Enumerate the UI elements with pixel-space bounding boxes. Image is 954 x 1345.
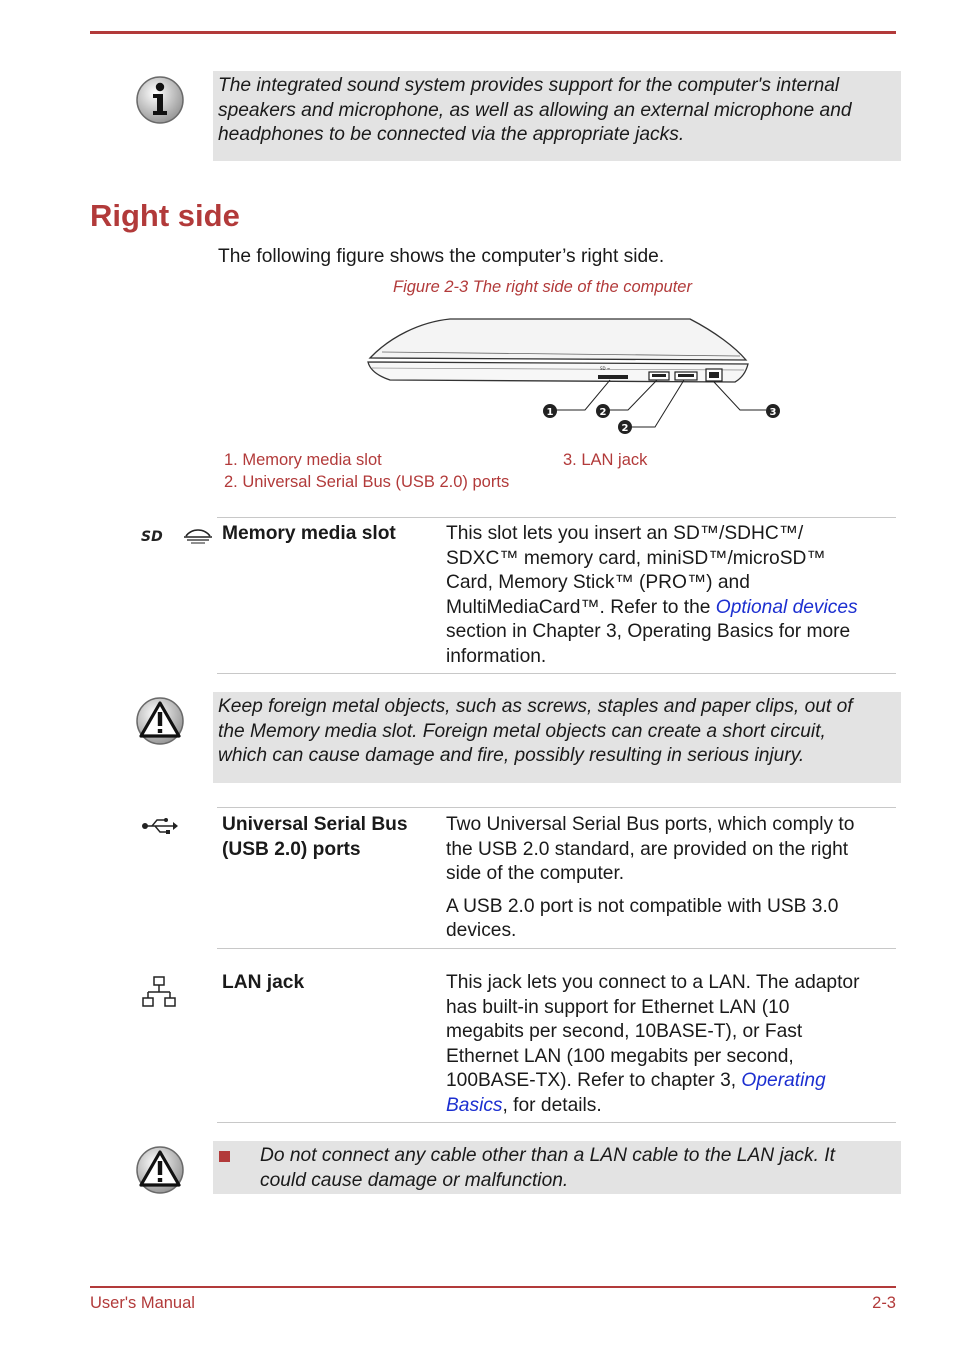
usb-icon [141,816,179,836]
warning-note-metal-objects [213,692,901,783]
desc-text: 100BASE-TX). Refer to chapter 3, [446,1070,742,1091]
svg-text:SD: SD [141,529,163,544]
table-divider [217,807,896,808]
warning-note-lan-cable [213,1141,901,1194]
figure-caption: Figure 2-3 The right side of the computer [393,278,692,296]
info-icon [135,75,185,125]
desc-lan-jack [446,971,859,1118]
laptop-right-side-figure [360,312,790,437]
desc-line: Card, Memory Stick™ (PRO™) and [446,572,750,593]
term-usb-ports [222,813,408,862]
lan-icon [142,976,176,1008]
section-intro: The following figure shows the computer’s right side. [218,246,665,267]
memory-stick-icon [182,528,214,544]
footer-manual-title: User's Manual [90,1294,195,1312]
info-note [213,71,901,161]
legend-item-memory-slot: 1. Memory media slot [224,451,382,469]
term-line: (USB 2.0) ports [222,838,361,860]
callout-number: 1 [546,407,554,418]
note-line: the Memory media slot. Foreign metal objects can create a short circuit, [218,720,826,742]
table-divider [217,673,896,674]
note-line: The integrated sound system provides support for the computer's internal [218,75,840,96]
note-line: headphones to be connected via the appropriate jacks. [218,124,685,145]
desc-line: megabits per second, 10BASE-T), or Fast [446,1021,803,1042]
sd-card-icon [140,528,174,544]
desc-line [446,1069,859,1094]
term-memory-media-slot: Memory media slot [222,523,396,544]
note-line: which can cause damage and fire, possibly resulting in serious injury. [218,745,805,766]
bullet-icon [219,1151,230,1162]
note-line: Keep foreign metal objects, such as screws, staples and paper clips, out of [218,696,853,717]
desc-line: Ethernet LAN (100 megabits per second, [446,1045,794,1067]
desc-line: the USB 2.0 standard, are provided on the right [446,838,849,860]
note-line: Do not connect any cable other than a LAN cable to the LAN jack. It [260,1145,835,1166]
term-lan-jack: LAN jack [222,972,305,993]
desc-line [446,1094,859,1119]
table-divider [217,1122,896,1123]
operating-basics-link[interactable]: Operating [741,1070,826,1091]
desc-line: information. [446,645,547,667]
desc-text: , for details. [502,1094,602,1116]
desc-line [446,596,858,621]
footer-page-number: 2-3 [872,1294,896,1312]
operating-basics-link[interactable]: Basics [446,1094,503,1116]
table-divider [217,948,896,949]
desc-line: This slot lets you insert an SD™/SDHC™/ [446,523,804,544]
svg-text:SD ≡: SD ≡ [600,366,611,371]
legend-item-usb: 2. Universal Serial Bus (USB 2.0) ports [224,473,510,491]
desc-line: side of the computer. [446,863,625,884]
table-divider [217,517,896,518]
term-line: Universal Serial Bus [222,814,408,835]
warning-icon [135,696,185,746]
desc-text: MultiMediaCard™. Refer to the [446,596,716,618]
legend-item-lan: 3. LAN jack [563,451,648,469]
callout-number: 2 [621,423,629,434]
note-line: could cause damage or malfunction. [260,1169,569,1191]
desc-usb-ports [446,813,854,944]
desc-line: This jack lets you connect to a LAN. The adaptor [446,972,860,993]
note-line: speakers and microphone, as well as allowing an external microphone and [218,99,852,121]
desc-line: Two Universal Serial Bus ports, which comply to [446,814,855,835]
footer-rule [90,1286,896,1288]
desc-memory-media-slot [446,522,858,669]
desc-line: has built-in support for Ethernet LAN (10 [446,996,790,1018]
warning-icon [135,1145,185,1195]
callout-number: 2 [599,407,607,418]
callout-number: 3 [769,407,777,418]
section-title: Right side [90,198,240,233]
desc-line: devices. [446,920,517,941]
desc-line: SDXC™ memory card, miniSD™/microSD™ [446,547,826,569]
sd-slot [598,375,628,379]
optional-devices-link[interactable]: Optional devices [715,596,858,618]
header-rule [90,31,896,34]
desc-line: A USB 2.0 port is not compatible with USB 3.0 [446,895,839,917]
desc-line: section in Chapter 3, Operating Basics for more [446,621,851,642]
